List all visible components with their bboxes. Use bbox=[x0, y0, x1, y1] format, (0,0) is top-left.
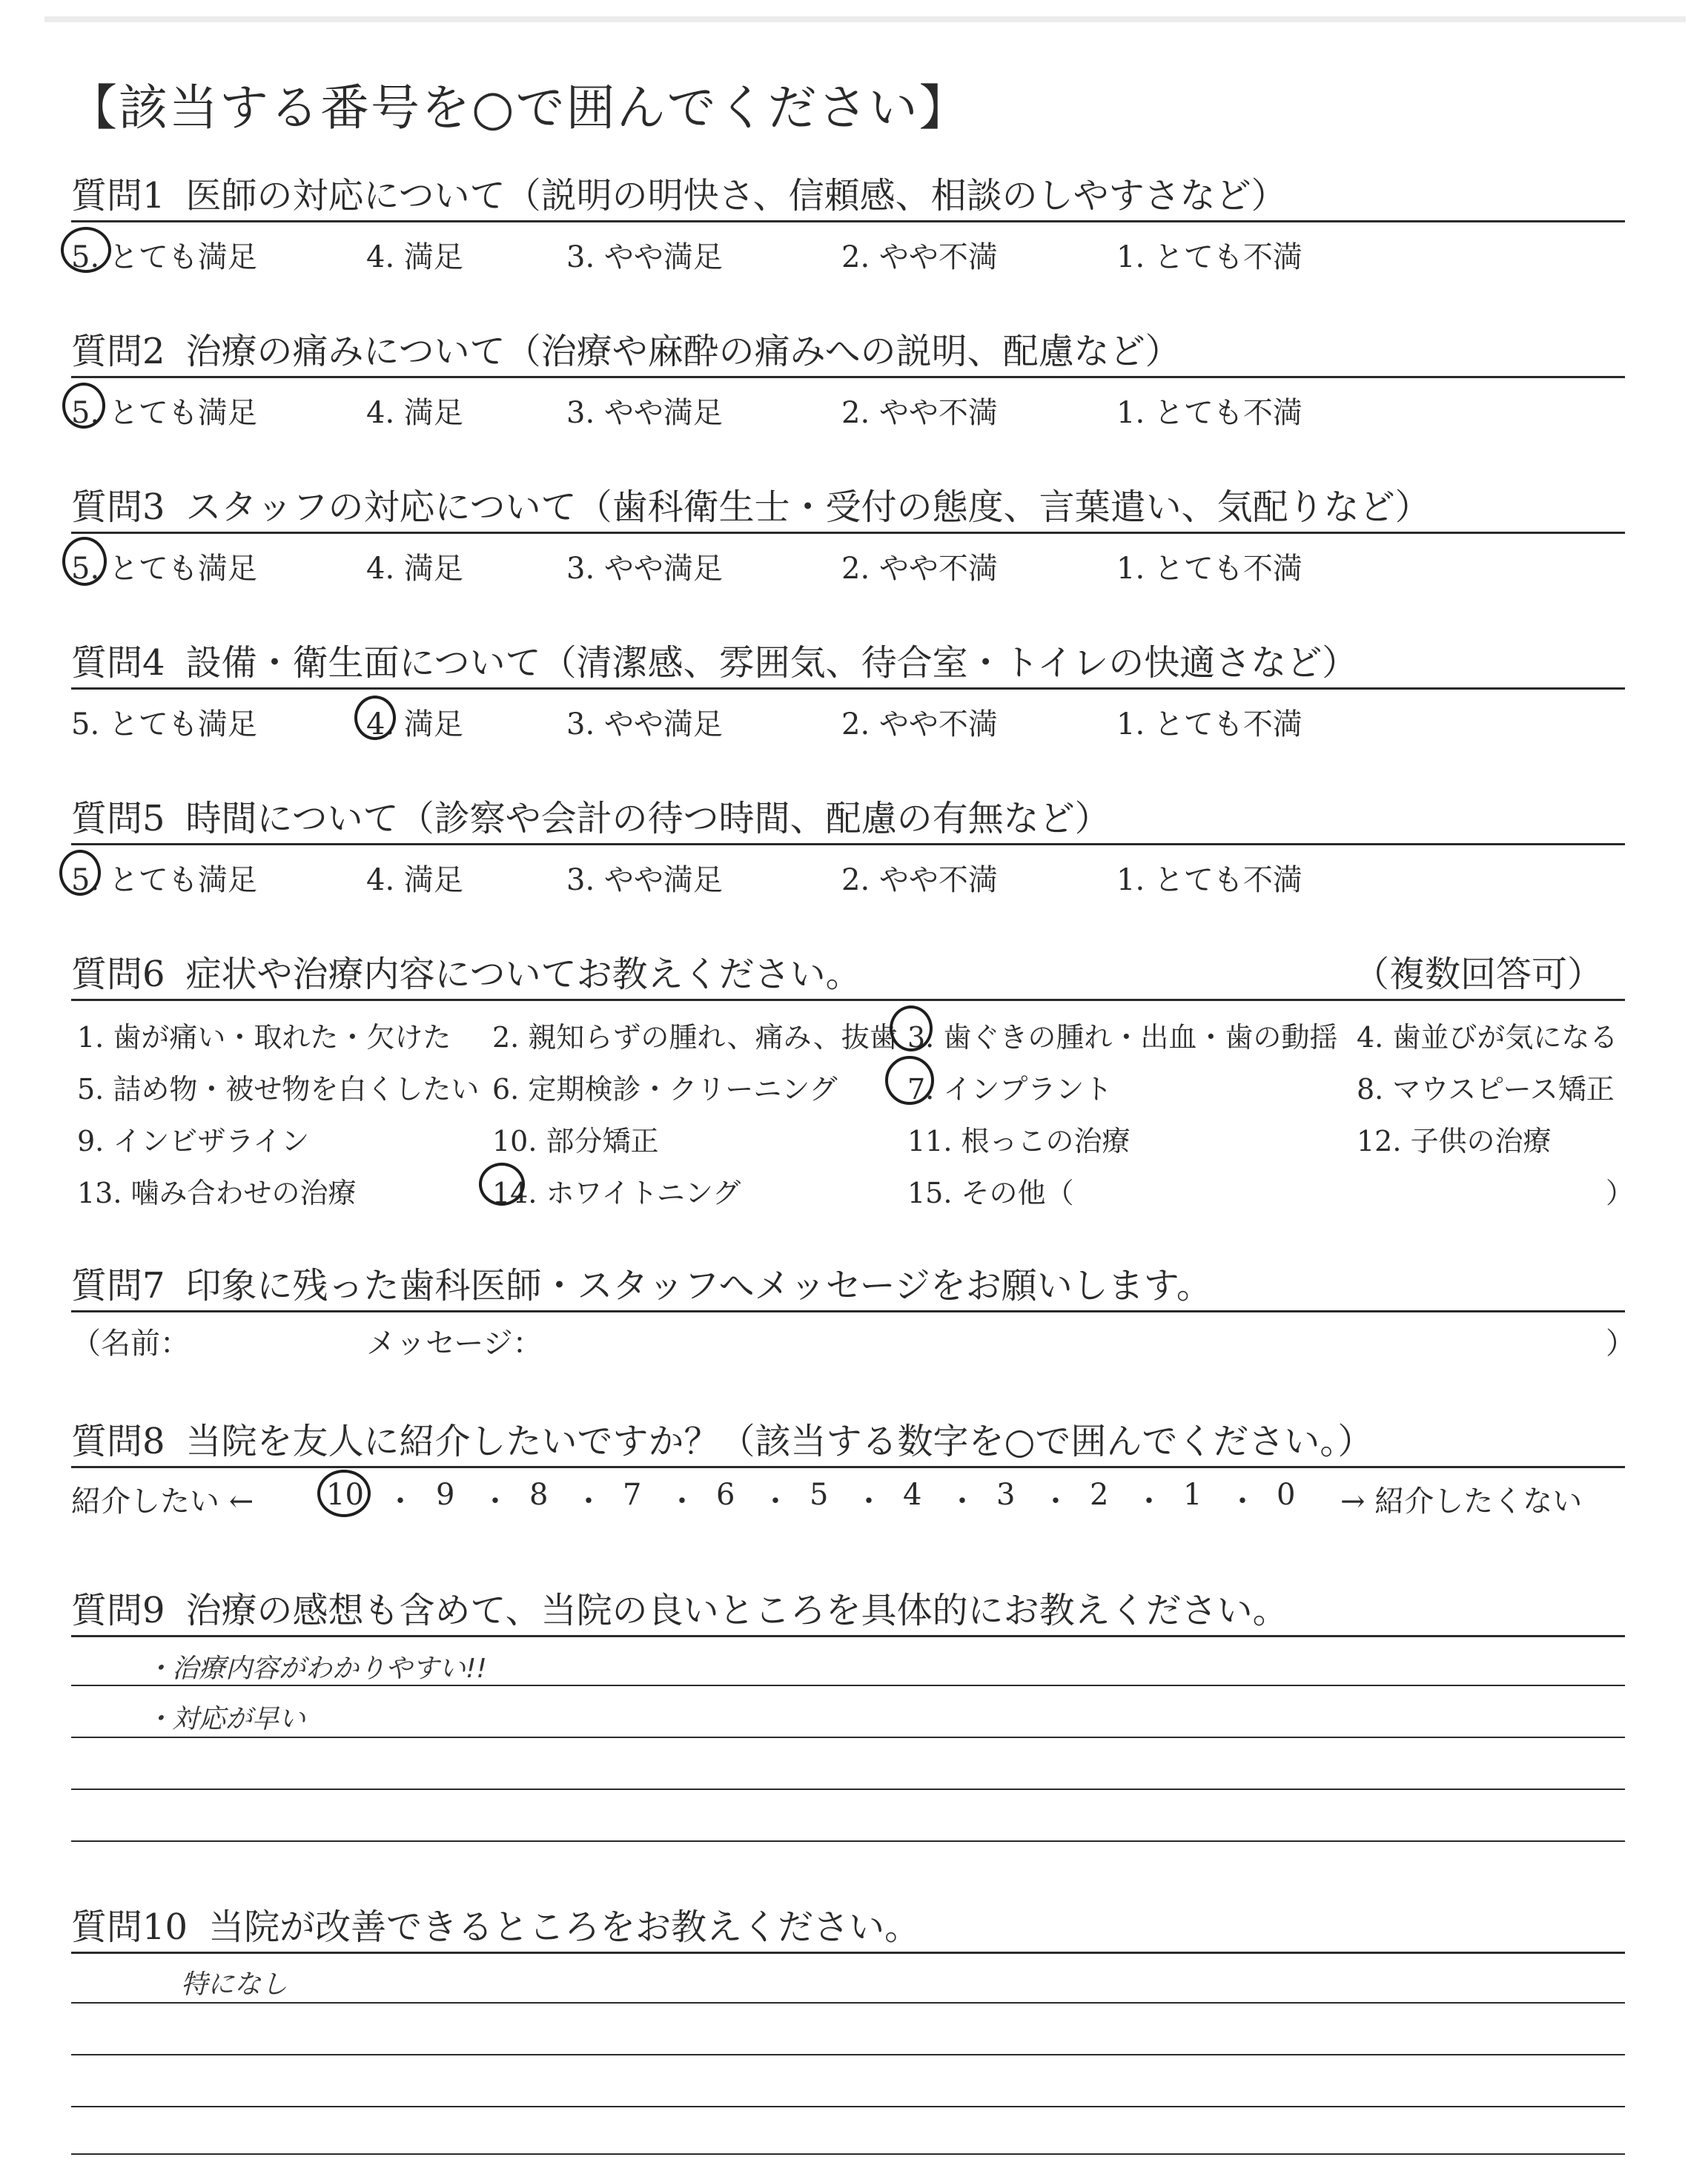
q8-separator: ・ bbox=[480, 1484, 510, 1519]
q6-option-15[interactable]: 15. その他（ bbox=[907, 1177, 1074, 1209]
q6-option-1[interactable]: 1. 歯が痛い・取れた・欠けた bbox=[77, 1021, 451, 1054]
q7-message-label: メッセージ： bbox=[366, 1327, 543, 1361]
q9-answer-line bbox=[71, 1737, 1625, 1738]
q8-separator: ・ bbox=[1134, 1484, 1164, 1519]
q3-selection-circle bbox=[62, 537, 107, 586]
q6-selection-circle-7 bbox=[885, 1056, 934, 1105]
q7-text: 印象に残った歯科医師・スタッフへメッセージをお願いします。 bbox=[185, 1265, 1212, 1307]
q8-separator: ・ bbox=[1041, 1484, 1070, 1519]
q6-rule bbox=[71, 999, 1625, 1001]
q1-text: 医師の対応について（説明の明快さ、信頼感、相談のしやすさなど） bbox=[185, 175, 1287, 217]
q2-option-3[interactable]: 3. やや満足 bbox=[566, 396, 723, 430]
q6-option-9[interactable]: 9. インビザライン bbox=[77, 1125, 310, 1157]
q8-score-3[interactable]: 3 bbox=[996, 1478, 1016, 1512]
q6-option-2[interactable]: 2. 親知らずの腫れ、痛み、抜歯 bbox=[492, 1021, 898, 1054]
q6-title bbox=[71, 945, 1603, 997]
q9-handwritten-answer-2: ・対応が早い bbox=[145, 1704, 306, 1734]
q7-close-paren: ） bbox=[1606, 1327, 1635, 1361]
q3-rule bbox=[71, 532, 1625, 534]
q9-rule bbox=[71, 1635, 1625, 1637]
q2-text: 治療の痛みについて（治療や麻酔の痛みへの説明、配慮など） bbox=[185, 331, 1181, 372]
q2-option-2[interactable]: 2. やや不満 bbox=[841, 396, 998, 430]
q8-selection-circle bbox=[317, 1470, 371, 1517]
q10-text: 当院が改善できるところをお教えください。 bbox=[208, 1906, 921, 1948]
q4-number: 質問4 bbox=[71, 642, 165, 684]
q5-text: 時間について（診察や会計の待つ時間、配慮の有無など） bbox=[185, 798, 1110, 839]
page-heading: 【該当する番号を○で囲んでください】 bbox=[68, 79, 970, 136]
q3-option-1[interactable]: 1. とても不満 bbox=[1116, 552, 1302, 586]
q1-option-4[interactable]: 4. 満足 bbox=[366, 240, 463, 274]
q7-number: 質問7 bbox=[71, 1265, 165, 1307]
q2-number: 質問2 bbox=[71, 331, 165, 372]
q6-option-11[interactable]: 11. 根っこの治療 bbox=[907, 1125, 1131, 1157]
q8-score-0[interactable]: 0 bbox=[1277, 1478, 1296, 1512]
q1-title bbox=[71, 167, 1287, 218]
q5-option-3[interactable]: 3. やや満足 bbox=[566, 863, 723, 897]
q1-option-3[interactable]: 3. やや満足 bbox=[566, 240, 723, 274]
q8-number: 質問8 bbox=[71, 1421, 165, 1462]
q10-answer-line bbox=[71, 2002, 1625, 2004]
q3-option-5[interactable]: 5. とても満足 bbox=[71, 552, 257, 586]
q2-rule bbox=[71, 376, 1625, 378]
q2-option-1[interactable]: 1. とても不満 bbox=[1116, 396, 1302, 430]
q6-option-3[interactable]: 3. 歯ぐきの腫れ・出血・歯の動揺 bbox=[907, 1021, 1338, 1054]
q1-number: 質問1 bbox=[71, 175, 165, 217]
q6-option-6[interactable]: 6. 定期検診・クリーニング bbox=[492, 1073, 838, 1106]
q6-option-5[interactable]: 5. 詰め物・被せ物を白くしたい bbox=[77, 1073, 480, 1106]
q2-option-4[interactable]: 4. 満足 bbox=[366, 396, 463, 430]
q3-option-2[interactable]: 2. やや不満 bbox=[841, 552, 998, 586]
q8-score-7[interactable]: 7 bbox=[623, 1478, 642, 1512]
q8-score-8[interactable]: 8 bbox=[529, 1478, 549, 1512]
q9-number: 質問9 bbox=[71, 1590, 165, 1631]
q6-number: 質問6 bbox=[71, 954, 165, 995]
q7-title bbox=[71, 1257, 1212, 1308]
q8-text: 当院を友人に紹介したいですか？（該当する数字を○で囲んでください。） bbox=[185, 1421, 1374, 1462]
q8-separator: ・ bbox=[947, 1484, 977, 1519]
q6-selection-circle-14 bbox=[479, 1163, 525, 1206]
q5-title bbox=[71, 790, 1110, 841]
q4-option-1[interactable]: 1. とても不満 bbox=[1116, 707, 1302, 742]
q2-selection-circle bbox=[62, 383, 105, 429]
q8-left-label: 紹介したい ← bbox=[71, 1484, 254, 1519]
q10-handwritten-answer: 特になし bbox=[181, 1969, 288, 2000]
q7-name-label: （名前： bbox=[71, 1327, 190, 1361]
q4-option-3[interactable]: 3. やや満足 bbox=[566, 707, 723, 742]
q1-option-5[interactable]: 5. とても満足 bbox=[71, 240, 257, 274]
q8-right-label: → 紹介したくない bbox=[1340, 1484, 1583, 1519]
q6-option-4[interactable]: 4. 歯並びが気になる bbox=[1357, 1021, 1618, 1054]
q8-score-1[interactable]: 1 bbox=[1183, 1478, 1202, 1512]
q6-option-10[interactable]: 10. 部分矯正 bbox=[492, 1125, 659, 1157]
q1-selection-circle bbox=[61, 227, 111, 273]
q6-option-13[interactable]: 13. 噛み合わせの治療 bbox=[77, 1177, 357, 1209]
q3-text: スタッフの対応について（歯科衛生士・受付の態度、言葉遣い、気配りなど） bbox=[185, 486, 1431, 528]
q3-option-3[interactable]: 3. やや満足 bbox=[566, 552, 723, 586]
q10-number: 質問10 bbox=[71, 1906, 188, 1948]
q10-rule bbox=[71, 1952, 1625, 1954]
q9-answer-line bbox=[71, 1840, 1625, 1842]
q6-option-12[interactable]: 12. 子供の治療 bbox=[1357, 1125, 1552, 1157]
q8-score-4[interactable]: 4 bbox=[903, 1478, 922, 1512]
q4-option-4[interactable]: 4. 満足 bbox=[366, 707, 463, 742]
q2-option-5[interactable]: 5. とても満足 bbox=[71, 396, 257, 430]
q8-score-6[interactable]: 6 bbox=[716, 1478, 735, 1512]
q5-option-2[interactable]: 2. やや不満 bbox=[841, 863, 998, 897]
q7-rule bbox=[71, 1310, 1625, 1312]
q3-title bbox=[71, 478, 1431, 529]
q4-rule bbox=[71, 687, 1625, 690]
q6-option-8[interactable]: 8. マウスピース矯正 bbox=[1357, 1073, 1615, 1106]
q8-score-2[interactable]: 2 bbox=[1090, 1478, 1109, 1512]
q6-other-close-paren: ） bbox=[1606, 1177, 1635, 1209]
q4-selection-circle bbox=[354, 696, 396, 740]
q4-title bbox=[71, 634, 1357, 685]
q9-handwritten-answer-1: ・治療内容がわかりやすい!! bbox=[145, 1654, 487, 1684]
q5-selection-circle bbox=[59, 850, 101, 896]
q8-title bbox=[71, 1413, 1373, 1464]
q9-title bbox=[71, 1582, 1288, 1633]
q8-separator: ・ bbox=[574, 1484, 603, 1519]
q6-note: （複数回答可） bbox=[1354, 954, 1603, 995]
q10-answer-line bbox=[71, 2054, 1625, 2055]
scan-top-edge bbox=[44, 16, 1686, 22]
q10-answer-line bbox=[71, 2106, 1625, 2107]
q4-option-5[interactable]: 5. とても満足 bbox=[71, 707, 257, 742]
q6-text: 症状や治療内容についてお教えください。 bbox=[185, 954, 861, 995]
q10-title bbox=[71, 1898, 920, 1949]
q3-number: 質問3 bbox=[71, 486, 165, 528]
q5-option-5[interactable]: 5. とても満足 bbox=[71, 863, 257, 897]
q5-option-4[interactable]: 4. 満足 bbox=[366, 863, 463, 897]
q4-text: 設備・衛生面について（清潔感、雰囲気、待合室・トイレの快適さなど） bbox=[185, 642, 1358, 684]
q8-separator: ・ bbox=[854, 1484, 884, 1519]
q6-option-7[interactable]: 7. インプラント bbox=[907, 1073, 1113, 1106]
q9-text: 治療の感想も含めて、当院の良いところを具体的にお教えください。 bbox=[185, 1590, 1288, 1631]
q5-number: 質問5 bbox=[71, 798, 165, 839]
q5-option-1[interactable]: 1. とても不満 bbox=[1116, 863, 1302, 897]
q5-rule bbox=[71, 843, 1625, 845]
q3-option-4[interactable]: 4. 満足 bbox=[366, 552, 463, 586]
q1-rule bbox=[71, 220, 1625, 222]
q8-rule bbox=[71, 1466, 1625, 1468]
q2-title bbox=[71, 323, 1181, 374]
q8-separator: ・ bbox=[761, 1484, 790, 1519]
q8-score-9[interactable]: 9 bbox=[436, 1478, 455, 1512]
q8-score-5[interactable]: 5 bbox=[810, 1478, 829, 1512]
q8-score-10[interactable]: 10 bbox=[326, 1478, 364, 1512]
q6-option-14[interactable]: 14. ホワイトニング bbox=[492, 1177, 741, 1209]
q10-answer-line bbox=[71, 2153, 1625, 2155]
q1-option-1[interactable]: 1. とても不満 bbox=[1116, 240, 1302, 274]
q8-separator: ・ bbox=[667, 1484, 697, 1519]
q8-separator: ・ bbox=[385, 1484, 415, 1519]
q4-option-2[interactable]: 2. やや不満 bbox=[841, 707, 998, 742]
q9-answer-line bbox=[71, 1789, 1625, 1790]
q8-separator: ・ bbox=[1228, 1484, 1257, 1519]
q1-option-2[interactable]: 2. やや不満 bbox=[841, 240, 998, 274]
q6-selection-circle-3 bbox=[890, 1005, 933, 1051]
